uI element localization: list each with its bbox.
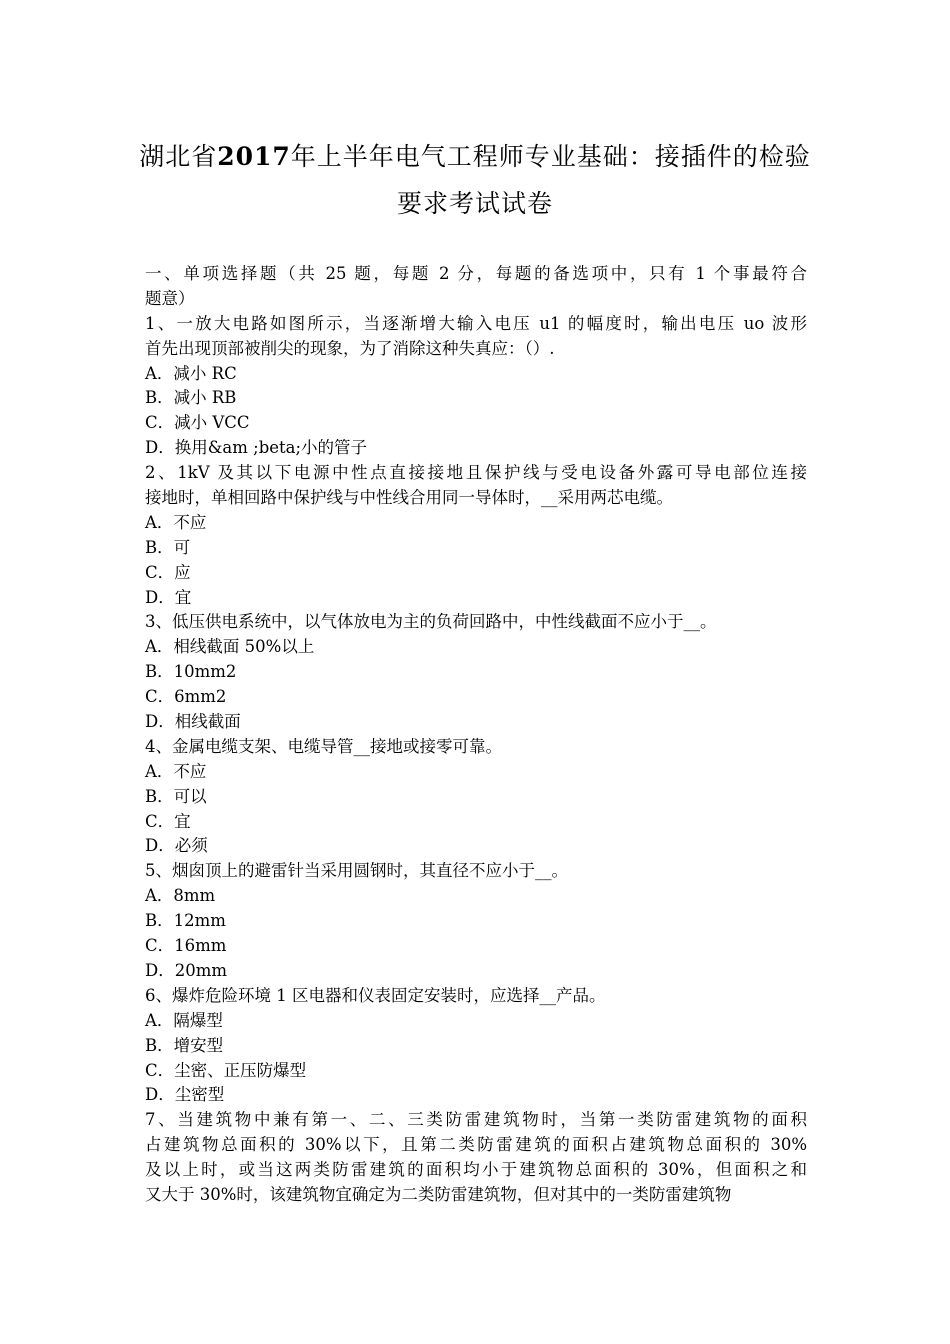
question-option: A．隔爆型 (145, 1010, 223, 1030)
question-stem: 1、一放大电路如图所示，当逐渐增大输入电压 u1 的幅度时，输出电压 uo 波形 (145, 313, 807, 333)
question-stem: 4、金属电缆支架、电缆导管__接地或接零可靠。 (145, 736, 502, 756)
question-option: D．相线截面 (145, 712, 241, 732)
question-list (145, 312, 807, 1208)
question-item (145, 735, 807, 859)
question-option: C．宜 (145, 811, 191, 831)
question-option: C．应 (145, 562, 191, 582)
question-option: C．尘密、正压防爆型 (145, 1060, 307, 1080)
question-item (145, 859, 807, 983)
question-option: A．不应 (145, 761, 207, 781)
section-heading-cont: 题意） (145, 288, 195, 308)
question-stem: 5、烟囱顶上的避雷针当采用圆钢时，其直径不应小于__。 (145, 861, 568, 881)
question-option: A．相线截面 50%以上 (145, 637, 315, 657)
question-option: A．8mm (145, 886, 216, 906)
question-option: D．20mm (145, 960, 228, 980)
question-option: B．12mm (145, 911, 226, 931)
question-stem: 3、低压供电系统中，以气体放电为主的负荷回路中，中性线截面不应小于__。 (145, 612, 717, 632)
question-item (145, 1108, 807, 1208)
question-option: D．尘密型 (145, 1085, 225, 1105)
section-heading: 一、单项选择题（共 25 题，每题 2 分，每题的备选项中，只有 1 个事最符合 (145, 264, 807, 283)
question-option: C．6mm2 (145, 687, 227, 707)
question-option: D．换用&am ;beta;小的管子 (145, 438, 368, 458)
title-year: 2017 (217, 142, 291, 171)
title-prefix: 湖北省 (139, 142, 218, 171)
question-stem: 首先出现顶部被削尖的现象，为了消除这种失真应：（）. (145, 338, 555, 358)
exam-content (145, 262, 807, 1208)
question-stem: 又大于 30%时，该建筑物宜确定为二类防雷建筑物，但对其中的一类防雷建筑物 (145, 1184, 732, 1204)
question-stem: 2、1kV 及其以下电源中性点直接接地且保护线与受电设备外露可导电部位连接 (145, 463, 807, 483)
question-option: A．不应 (145, 512, 207, 532)
question-stem: 6、爆炸危险环境 1 区电器和仪表固定安装时，应选择__产品。 (145, 985, 606, 1005)
question-stem: 占建筑物总面积的 30%以下，且第二类防雷建筑的面积占建筑物总面积的 30% (145, 1135, 807, 1155)
question-option: B．10mm2 (145, 662, 237, 682)
title-suffix: 年上半年电气工程师专业基础：接插件的检验 (290, 142, 811, 171)
question-option: A．减小 RC (145, 363, 237, 383)
question-option: C．减小 VCC (145, 413, 250, 433)
document-title-line1 (120, 142, 830, 172)
question-option: B．可 (145, 537, 191, 557)
question-item (145, 461, 807, 610)
question-item (145, 610, 807, 734)
question-option: B．减小 RB (145, 388, 237, 408)
question-stem: 接地时，单相回路中保护线与中性线合用同一导体时，__采用两芯电缆。 (145, 488, 673, 508)
question-item (145, 312, 807, 461)
document-title-line2: 要求考试试卷 (396, 189, 553, 218)
question-item (145, 984, 807, 1108)
question-option: B．增安型 (145, 1035, 224, 1055)
question-option: C．16mm (145, 936, 227, 956)
question-option: B．可以 (145, 786, 207, 806)
question-option: D．宜 (145, 587, 192, 607)
question-stem: 7、当建筑物中兼有第一、二、三类防雷建筑物时，当第一类防雷建筑物的面积 (145, 1110, 807, 1130)
question-stem: 及以上时，或当这两类防雷建筑的面积均小于建筑物总面积的 30%，但面积之和 (145, 1160, 807, 1180)
question-option: D．必须 (145, 836, 208, 856)
